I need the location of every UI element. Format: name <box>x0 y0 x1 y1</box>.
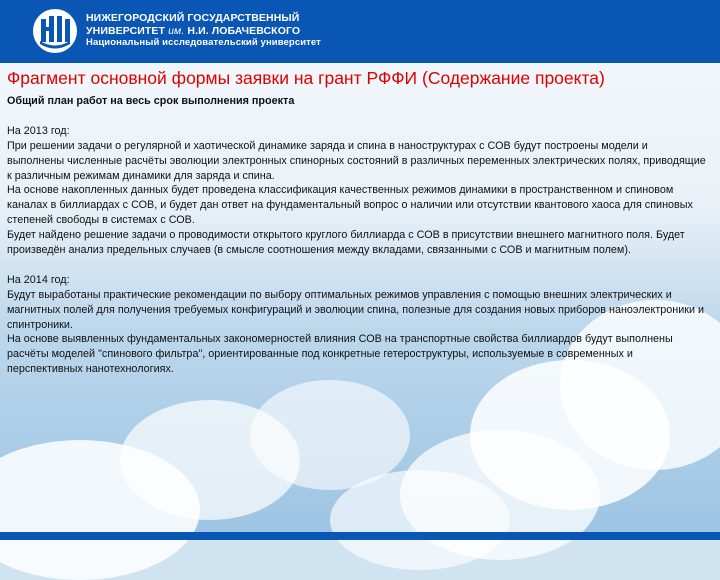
paragraph-gap <box>7 109 707 124</box>
paragraph-gap <box>7 258 707 273</box>
year-2013-paragraph-3: Будет найдено решение задачи о проводимости открытого круглого биллиарда с СОВ в присутствии внешнего магнитного поля. Будет произведён анализ предельных случаев (в смысле соотношения между вкладами, связанными с СОВ и магнитным полем). <box>7 229 685 257</box>
year-2013-heading: На 2013 год: <box>7 124 70 137</box>
footer-bar <box>0 532 720 540</box>
year-2014-paragraph-1: Будут выработаны практические рекомендации по выбору оптимальных режимов управления с помощью внешних электрических и магнитных полей для получения требуемых конфигураций и эволюции спина, полезные для создания новых приборов наноэлектроники и спинтроники. <box>7 288 705 331</box>
year-2014-paragraph-2: На основе выявленных фундаментальных закономерностей влияния СОВ на транспортные свойства биллиардов будут выполнены расчёты моделей "спинового фильтра", ориентированные под конкретные гетероструктуры, используемые в современных и перспективных нанотехнологиях. <box>7 333 673 376</box>
content-subtitle: Общий план работ на весь срок выполнения проекта <box>7 95 295 107</box>
university-name <box>86 12 321 50</box>
university-name-line2: УНИВЕРСИТЕТ им. Н.И. ЛОБАЧЕВСКОГО <box>86 24 301 37</box>
university-name-line1: НИЖЕГОРОДСКИЙ ГОСУДАРСТВЕННЫЙ <box>86 12 300 24</box>
slide-content <box>7 94 707 377</box>
cloud-shape <box>330 470 510 570</box>
year-2014-heading: На 2014 год: <box>7 273 70 286</box>
nnsu-logo-icon <box>32 8 78 54</box>
university-header <box>0 0 720 63</box>
slide-title: Фрагмент основной формы заявки на грант РФФИ (Содержание проекта) <box>7 68 605 88</box>
university-name-line3: Национальный исследовательский университет <box>86 37 321 48</box>
year-2013-paragraph-2: На основе накопленных данных будет проведена классификация качественных режимов динамики в пространственном и спиновом каналах в биллиардах с СОВ, и будет дан ответ на фундаментальный вопрос о наличии или отсутствии квантового хаоса для спиновых степеней свободы в системах с СОВ. <box>7 184 693 227</box>
year-2013-paragraph-1: При решении задачи о регулярной и хаотической динамике заряда и спина в наноструктурах с СОВ будут построены модели и выполнены численные расчёты эволюции электронных спинорных состояний в различных переменных электрических полях, приводящие к различным режимам динамики для заряда и спина. <box>7 139 706 182</box>
